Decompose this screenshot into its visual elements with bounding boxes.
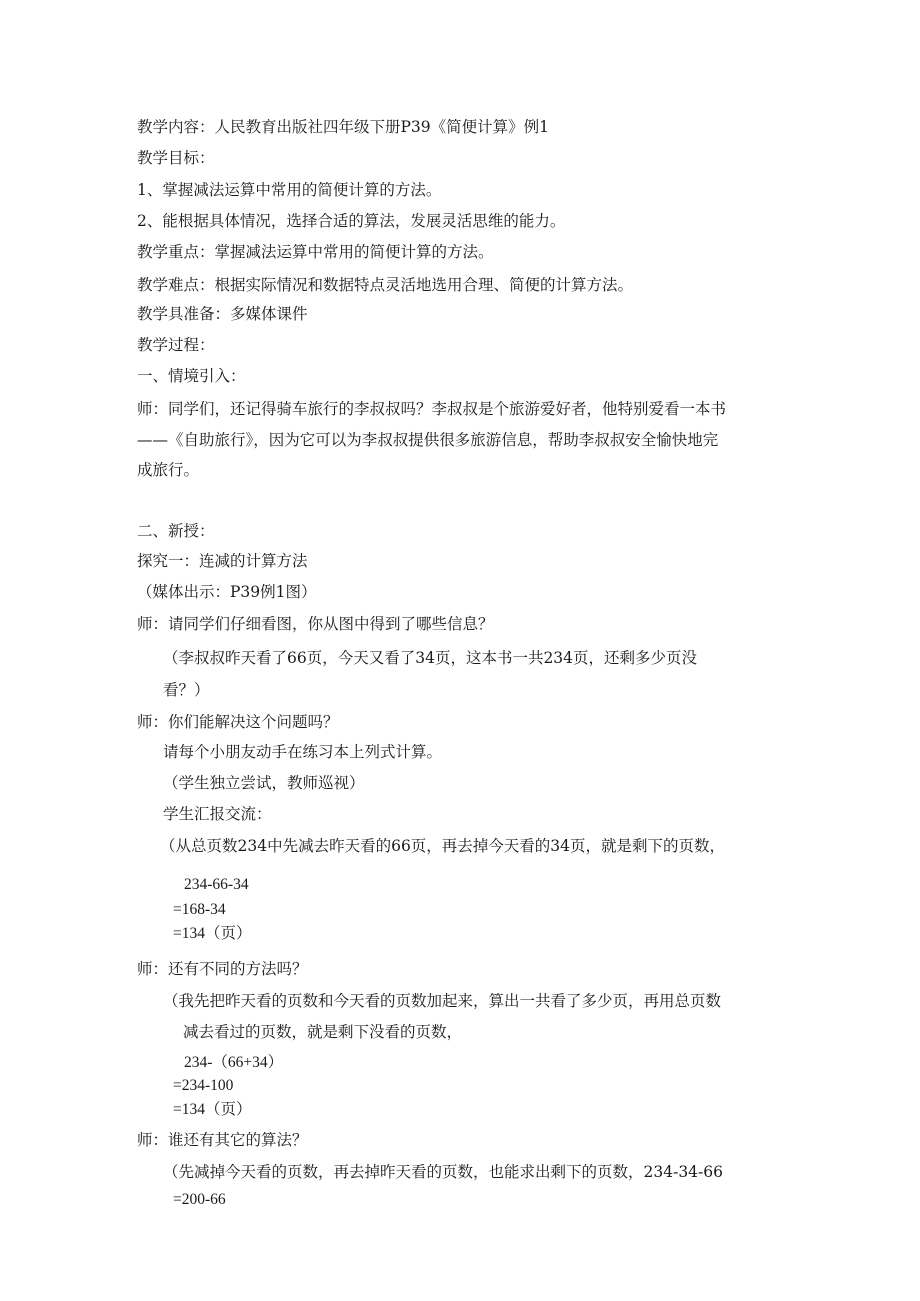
objective-1: 1、掌握减法运算中常用的简便计算的方法。 (137, 181, 442, 199)
media-note: （媒体出示：P39例1图） (137, 583, 317, 601)
intro-paragraph-line-1: 师：同学们，还记得骑车旅行的李叔叔吗？李叔叔是个旅游爱好者，他特别爱看一本书 (137, 400, 727, 418)
method-1-step-2: =168-34 (173, 901, 226, 918)
difficulty-line: 教学难点：根据实际情况和数据特点灵活地选用合理、简便的计算方法。 (137, 276, 634, 294)
teacher-line-2: 师：你们能解决这个问题吗？ (137, 713, 339, 731)
method-1-step-1: 234-66-34 (184, 876, 249, 893)
section-1-heading: 一、情境引入： (137, 367, 246, 385)
method-1-explanation: （从总页数234中先减去昨天看的66页，再去掉今天看的34页，就是剩下的页数， (160, 837, 726, 855)
method-3-step-1: =200-66 (173, 1191, 226, 1208)
method-2-step-1: 234-（66+34） (184, 1054, 284, 1071)
content-line: 教学内容：人民教育出版社四年级下册P39《简便计算》例1 (137, 118, 550, 136)
teacher-line-1: 师：请同学们仔细看图，你从图中得到了哪些信息？ (137, 615, 494, 633)
materials-line: 教学具准备：多媒体课件 (137, 305, 308, 323)
objectives-heading: 教学目标： (137, 149, 215, 167)
method-2-step-3: =134（页） (173, 1101, 252, 1118)
explore-1-heading: 探究一：连减的计算方法 (137, 552, 308, 570)
process-heading: 教学过程： (137, 336, 215, 354)
section-2-heading: 二、新授： (137, 522, 215, 540)
student-try-note: （学生独立尝试，教师巡视） (163, 774, 365, 792)
method-2-explanation-line-1: （我先把昨天看的页数和今天看的页数加起来，算出一共看了多少页，再用总页数 (163, 992, 722, 1010)
student-report-heading: 学生汇报交流： (163, 805, 272, 823)
intro-paragraph-line-2: ——《自助旅行》，因为它可以为李叔叔提供很多旅游信息，帮助李叔叔安全愉快地完 (137, 431, 719, 449)
method-1-step-3: =134（页） (173, 925, 252, 942)
info-answer-line-1: （李叔叔昨天看了66页，今天又看了34页，这本书一共234页，还剩多少页没 (163, 649, 698, 667)
teacher-line-4: 师：谁还有其它的算法？ (137, 1131, 308, 1149)
key-point-line: 教学重点：掌握减法运算中常用的简便计算的方法。 (137, 243, 494, 261)
method-2-explanation-line-2: 减去看过的页数，就是剩下没看的页数， (183, 1023, 463, 1041)
intro-paragraph-line-3: 成旅行。 (137, 461, 200, 479)
info-answer-line-2: 看？） (163, 681, 210, 699)
method-3-explanation: （先减掉今天看的页数，再去掉昨天看的页数，也能求出剩下的页数，234-34-66 (163, 1163, 724, 1181)
teacher-line-3: 师：还有不同的方法吗？ (137, 960, 308, 978)
instruction-line: 请每个小朋友动手在练习本上列式计算。 (163, 743, 443, 761)
objective-2: 2、能根据具体情况，选择合适的算法，发展灵活思维的能力。 (137, 212, 566, 230)
method-2-step-2: =234-100 (173, 1077, 234, 1094)
